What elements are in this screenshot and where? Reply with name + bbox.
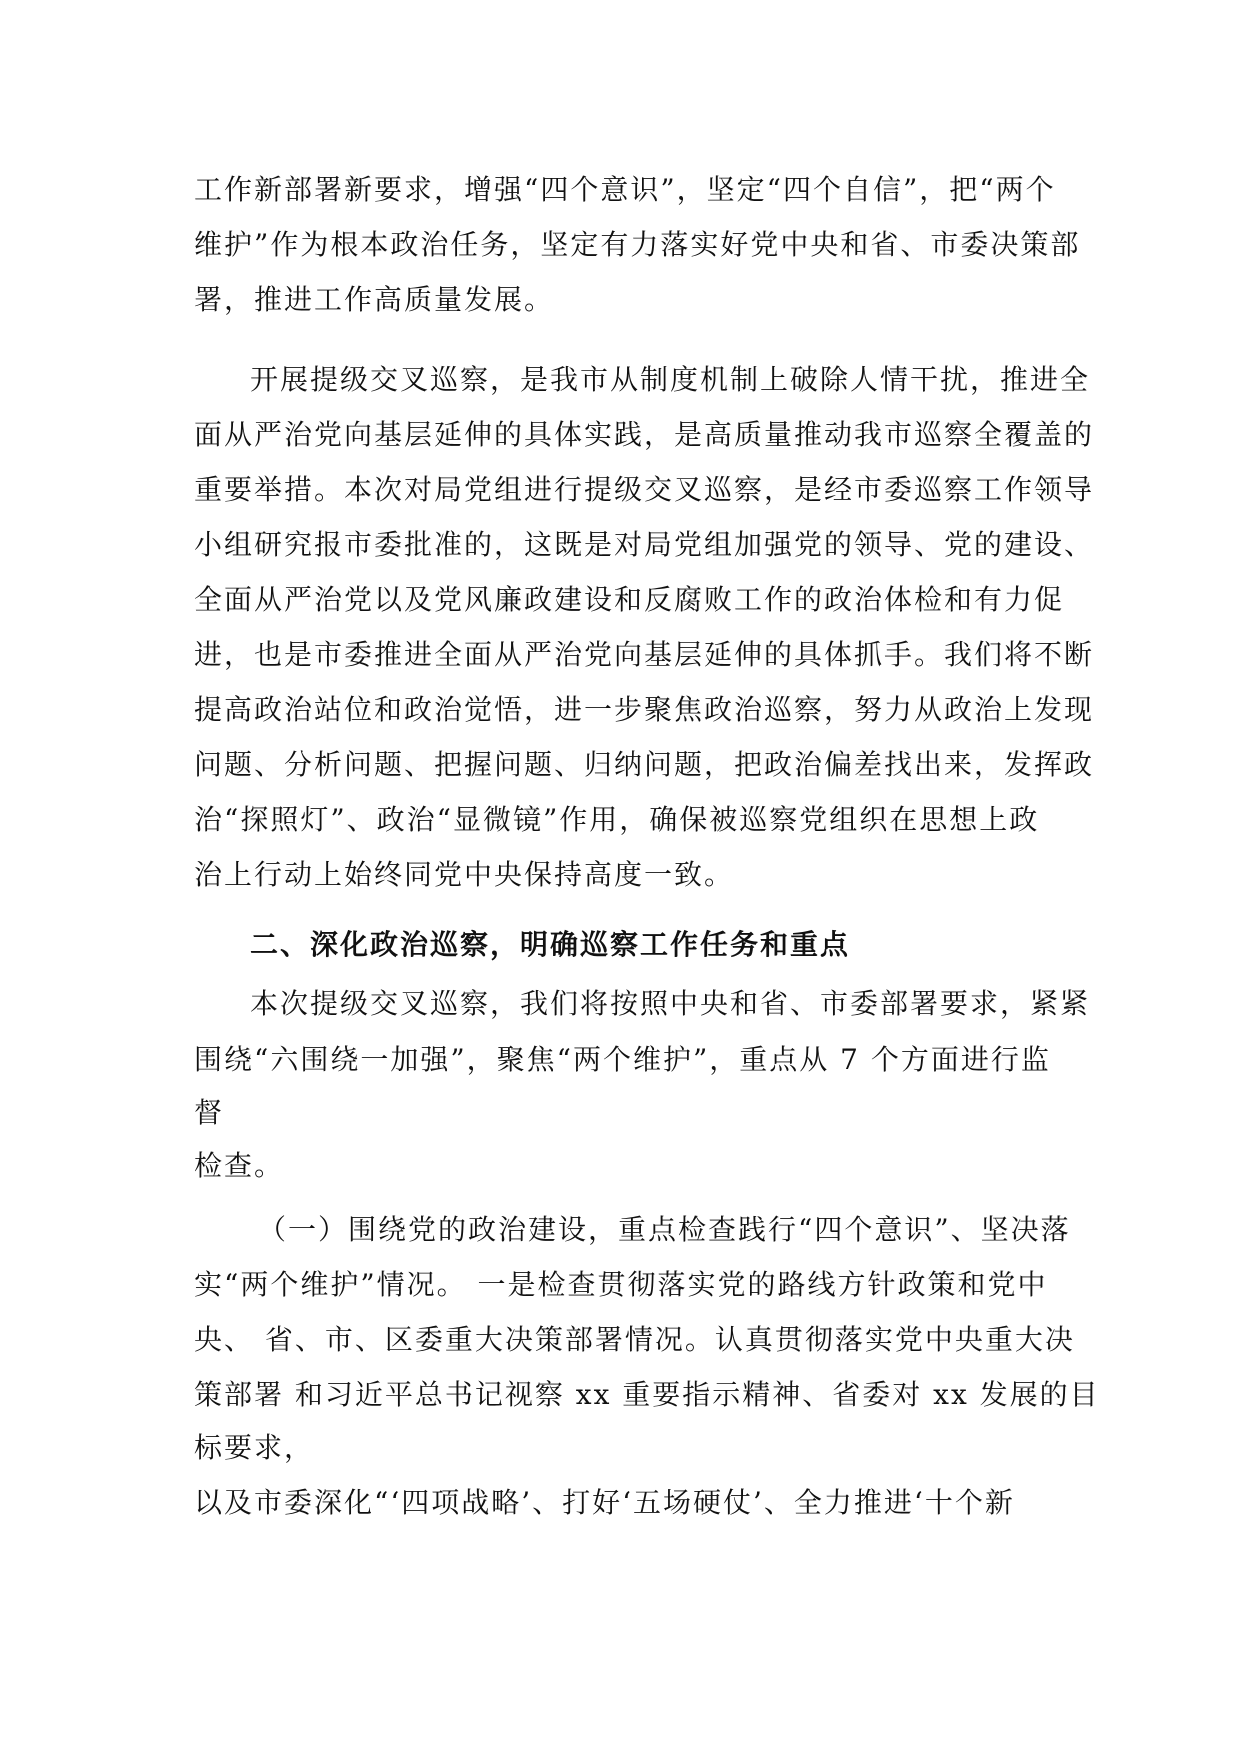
paragraph-line: 全面从严治党以及党风廉政建设和反腐败工作的政治体检和有力促 <box>194 583 1065 616</box>
paragraph-line: 检查。 <box>194 1149 285 1182</box>
paragraph-line: （一）围绕党的政治建设，重点检查践行“四个意识”、坚决落 <box>258 1213 1071 1246</box>
paragraph-line: 本次提级交叉巡察，我们将按照中央和省、市委部署要求，紧紧 <box>250 987 1091 1020</box>
paragraph-line: 央、 省、市、区委重大决策部署情况。认真贯彻落实党中央重大决 <box>194 1323 1075 1356</box>
paragraph-line: 以及市委深化“‘四项战略’、打好‘五场硬仗’、全力推进‘十个新 <box>194 1486 1015 1519</box>
paragraph-line: 重要举措。本次对局党组进行提级交叉巡察，是经市委巡察工作领导 <box>194 473 1095 506</box>
paragraph-line: 提高政治站位和政治觉悟，进一步聚焦政治巡察，努力从政治上发现 <box>194 693 1095 726</box>
paragraph-line: 问题、分析问题、把握问题、归纳问题，把政治偏差找出来，发挥政 <box>194 748 1095 781</box>
paragraph-line: 实“两个维护”情况。 一是检查贯彻落实党的路线方针政策和党中 <box>194 1268 1048 1301</box>
paragraph-line: 督 <box>194 1096 225 1129</box>
paragraph-line: 维护”作为根本政治任务，坚定有力落实好党中央和省、市委决策部 <box>194 228 1081 261</box>
paragraph-line: 治上行动上始终同党中央保持高度一致。 <box>194 858 735 891</box>
paragraph-line: 治“探照灯”、政治“显微镜”作用，确保被巡察党组织在思想上政 <box>194 803 1040 836</box>
paragraph-line: 工作新部署新要求，增强“四个意识”，坚定“四个自信”，把“两个 <box>194 173 1056 206</box>
paragraph-line: 面从严治党向基层延伸的具体实践，是高质量推动我市巡察全覆盖的 <box>194 418 1095 451</box>
paragraph-line: 小组研究报市委批准的，这既是对局党组加强党的领导、党的建设、 <box>194 528 1095 561</box>
paragraph-line: 标要求， <box>194 1431 315 1464</box>
section-heading: 二、深化政治巡察，明确巡察工作任务和重点 <box>250 928 851 961</box>
paragraph-line: 开展提级交叉巡察，是我市从制度机制上破除人情干扰，推进全 <box>250 363 1091 396</box>
paragraph-line: 署，推进工作高质量发展。 <box>194 283 555 316</box>
paragraph-line: 围绕“六围绕一加强”，聚焦“两个维护”，重点从 7 个方面进行监 <box>194 1043 1051 1076</box>
paragraph-line: 策部署 和习近平总书记视察 xx 重要指示精神、省委对 xx 发展的目 <box>194 1378 1100 1411</box>
paragraph-line: 进，也是市委推进全面从严治党向基层延伸的具体抓手。我们将不断 <box>194 638 1095 671</box>
